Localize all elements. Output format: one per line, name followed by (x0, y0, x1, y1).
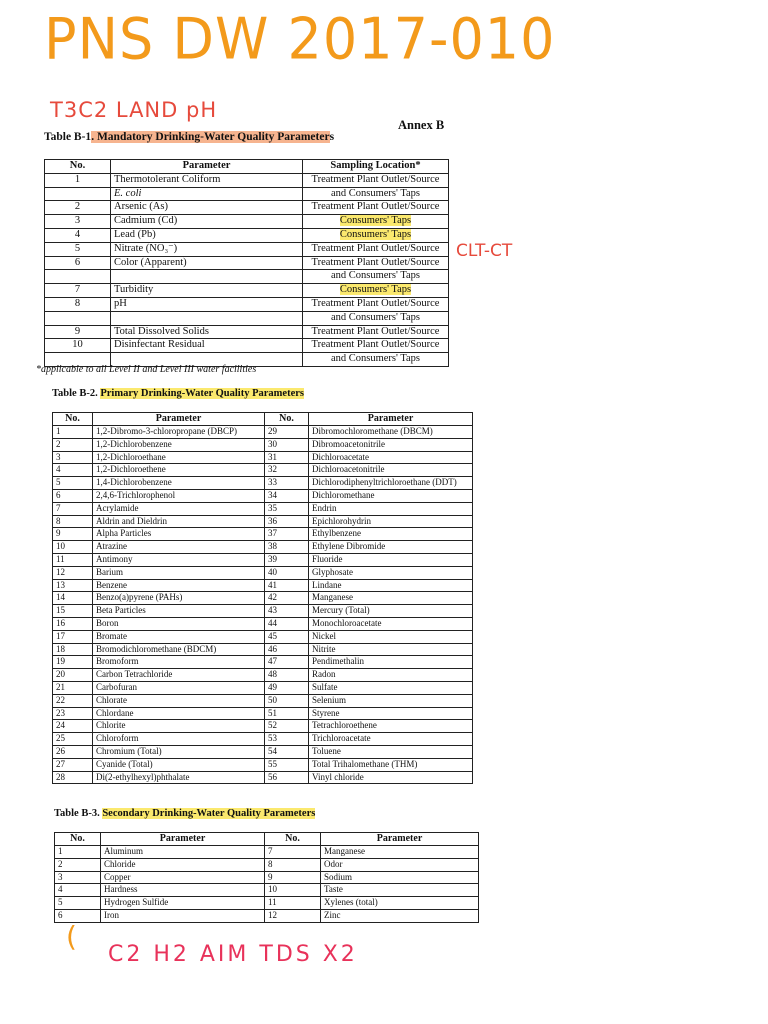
location-cell: Treatment Plant Outlet/Source (303, 339, 449, 353)
table-b1-caption (44, 131, 334, 143)
parameter-cell: Chlordane (93, 707, 265, 720)
parameter-cell: Toluene (309, 745, 473, 758)
table-row (53, 733, 473, 746)
table-row (53, 438, 473, 451)
table-row (53, 643, 473, 656)
row-number: 7 (53, 502, 93, 515)
location-cell: and Consumers' Taps (303, 270, 449, 284)
parameter-cell: Dichloromethane (309, 489, 473, 502)
table-row (55, 858, 479, 871)
parameter-cell: 1,2-Dichloroethene (93, 464, 265, 477)
row-number: 47 (265, 656, 309, 669)
parameter-cell: Bromodichloromethane (BDCM) (93, 643, 265, 656)
parameter-cell: E. coli (111, 187, 303, 201)
row-number: 27 (53, 758, 93, 771)
parameter-cell: 1,2-Dibromo-3-chloropropane (DBCP) (93, 426, 265, 439)
parameter-cell: Aldrin and Dieldrin (93, 515, 265, 528)
parameter-cell: Copper (101, 871, 265, 884)
parameter-cell: Sulfate (309, 681, 473, 694)
table-row (45, 284, 449, 298)
row-number: 5 (55, 897, 101, 910)
parameter-cell: Vinyl chloride (309, 771, 473, 784)
col-header-no: No. (53, 413, 93, 426)
parameter-cell: Total Trihalomethane (THM) (309, 758, 473, 771)
table-row (45, 242, 449, 256)
row-number: 1 (45, 173, 111, 187)
col-header-parameter: Parameter (101, 833, 265, 846)
parameter-cell: Boron (93, 617, 265, 630)
parameter-cell: Lindane (309, 579, 473, 592)
parameter-cell: 1,2-Dichlorobenzene (93, 438, 265, 451)
row-number: 10 (45, 339, 111, 353)
parameter-cell: Turbidity (111, 284, 303, 298)
row-number: 1 (55, 846, 101, 859)
col-header-parameter: Parameter (111, 160, 303, 174)
row-number: 25 (53, 733, 93, 746)
parameter-cell: Nickel (309, 630, 473, 643)
parameter-cell: Ethylbenzene (309, 528, 473, 541)
table-row (53, 528, 473, 541)
parameter-cell: Styrene (309, 707, 473, 720)
parameter-cell: Epichlorohydrin (309, 515, 473, 528)
caption-highlight: Secondary Drinking-Water Quality Parameters (102, 808, 316, 819)
location-cell (303, 228, 449, 242)
row-number: 6 (55, 909, 101, 922)
table-row (45, 228, 449, 242)
table-row (53, 681, 473, 694)
row-number: 23 (53, 707, 93, 720)
handwritten-note-side: CLT-CT (456, 241, 513, 261)
parameter-cell: 1,4-Dichlorobenzene (93, 477, 265, 490)
row-number: 32 (265, 464, 309, 477)
row-number: 24 (53, 720, 93, 733)
row-number: 15 (53, 605, 93, 618)
caption-prefix: Table B-3. (54, 808, 103, 819)
row-number: 43 (265, 605, 309, 618)
parameter-cell: 1,2-Dichloroethane (93, 451, 265, 464)
parameter-cell: pH (111, 297, 303, 311)
row-number: 22 (53, 694, 93, 707)
row-number: 8 (265, 858, 321, 871)
parameter-cell: Dichlorodiphenyltrichloroethane (DDT) (309, 477, 473, 490)
row-number: 35 (265, 502, 309, 515)
parameter-cell: Alpha Particles (93, 528, 265, 541)
row-number: 17 (53, 630, 93, 643)
parameter-cell (111, 270, 303, 284)
table-row (53, 464, 473, 477)
row-number: 28 (53, 771, 93, 784)
location-cell: Treatment Plant Outlet/Source (303, 242, 449, 256)
table-b2-caption (52, 388, 304, 399)
row-number: 18 (53, 643, 93, 656)
row-number: 16 (53, 617, 93, 630)
parameter-cell: Odor (321, 858, 479, 871)
table-header-row (55, 833, 479, 846)
table-row (55, 909, 479, 922)
table-row (45, 339, 449, 353)
parameter-cell: Manganese (321, 846, 479, 859)
parameter-cell: Bromoform (93, 656, 265, 669)
location-cell (303, 284, 449, 298)
col-header-no: No. (55, 833, 101, 846)
row-number: 29 (265, 426, 309, 439)
parameter-cell: Antimony (93, 553, 265, 566)
row-number: 49 (265, 681, 309, 694)
handwritten-hook-mark: ( (66, 920, 77, 953)
primary-parameters-table (52, 412, 473, 784)
parameter-cell: Cadmium (Cd) (111, 215, 303, 229)
col-header-parameter: Parameter (321, 833, 479, 846)
col-header-location: Sampling Location* (303, 160, 449, 174)
row-number: 8 (53, 515, 93, 528)
table-row (45, 270, 449, 284)
mandatory-parameters-table (44, 159, 449, 367)
row-number: 26 (53, 745, 93, 758)
parameter-cell: Trichloroacetate (309, 733, 473, 746)
table-row (53, 656, 473, 669)
caption-highlight: . Mandatory Drinking-Water Quality Parameter (91, 131, 330, 143)
table-row (45, 173, 449, 187)
table-row (53, 694, 473, 707)
table-row (53, 630, 473, 643)
table-row (45, 187, 449, 201)
table-row (53, 669, 473, 682)
location-cell: and Consumers' Taps (303, 353, 449, 367)
row-number: 40 (265, 566, 309, 579)
col-header-parameter: Parameter (93, 413, 265, 426)
row-number: 5 (53, 477, 93, 490)
table-row (53, 579, 473, 592)
secondary-parameters-table (54, 832, 479, 923)
row-number: 10 (265, 884, 321, 897)
table-row (53, 707, 473, 720)
parameter-cell: Dibromochloromethane (DBCM) (309, 426, 473, 439)
row-number: 8 (45, 297, 111, 311)
parameter-cell: Bromate (93, 630, 265, 643)
row-number: 2 (53, 438, 93, 451)
table-row (53, 553, 473, 566)
col-header-no: No. (265, 833, 321, 846)
location-cell: Treatment Plant Outlet/Source (303, 173, 449, 187)
parameter-cell: Monochloroacetate (309, 617, 473, 630)
table-row (53, 541, 473, 554)
row-number: 46 (265, 643, 309, 656)
parameter-cell: Chlorate (93, 694, 265, 707)
row-number: 36 (265, 515, 309, 528)
table-row (53, 502, 473, 515)
row-number: 6 (53, 489, 93, 502)
row-number: 45 (265, 630, 309, 643)
parameter-cell: Glyphosate (309, 566, 473, 579)
table-header-row (45, 160, 449, 174)
table-row (53, 758, 473, 771)
row-number: 38 (265, 541, 309, 554)
parameter-cell: Chloride (101, 858, 265, 871)
parameter-cell: Dichloroacetonitrile (309, 464, 473, 477)
row-number: 4 (45, 228, 111, 242)
col-header-no: No. (265, 413, 309, 426)
parameter-cell: Iron (101, 909, 265, 922)
row-number: 21 (53, 681, 93, 694)
parameter-cell: Arsenic (As) (111, 201, 303, 215)
parameter-cell: Xylenes (total) (321, 897, 479, 910)
row-number: 20 (53, 669, 93, 682)
table-row (53, 605, 473, 618)
row-number: 41 (265, 579, 309, 592)
table-b1-body (45, 173, 449, 366)
parameter-cell: Barium (93, 566, 265, 579)
parameter-cell: Sodium (321, 871, 479, 884)
row-number: 4 (55, 884, 101, 897)
row-number: 42 (265, 592, 309, 605)
parameter-cell: Lead (Pb) (111, 228, 303, 242)
row-number (45, 187, 111, 201)
parameter-cell: Carbon Tetrachloride (93, 669, 265, 682)
table-row (53, 426, 473, 439)
parameter-cell: Nitrite (309, 643, 473, 656)
row-number: 2 (45, 201, 111, 215)
parameter-cell: 2,4,6-Trichlorophenol (93, 489, 265, 502)
parameter-cell: Selenium (309, 694, 473, 707)
row-number: 53 (265, 733, 309, 746)
row-number: 9 (265, 871, 321, 884)
parameter-cell: Radon (309, 669, 473, 682)
parameter-cell: Acrylamide (93, 502, 265, 515)
row-number: 1 (53, 426, 93, 439)
row-number: 9 (45, 325, 111, 339)
row-number: 39 (265, 553, 309, 566)
row-number: 48 (265, 669, 309, 682)
parameter-cell: Tetrachloroethene (309, 720, 473, 733)
row-number: 7 (45, 284, 111, 298)
parameter-cell: Di(2-ethylhexyl)phthalate (93, 771, 265, 784)
table-row (53, 451, 473, 464)
row-number: 54 (265, 745, 309, 758)
parameter-cell: Taste (321, 884, 479, 897)
location-highlight: Consumers' Taps (339, 284, 412, 296)
location-highlight: Consumers' Taps (339, 228, 412, 240)
caption-prefix: Table B-2. (52, 388, 101, 399)
parameter-cell: Fluoride (309, 553, 473, 566)
caption-highlight: Primary Drinking-Water Quality Parameters (100, 388, 304, 399)
table-row (53, 771, 473, 784)
row-number: 3 (53, 451, 93, 464)
row-number: 11 (265, 897, 321, 910)
annex-label: Annex B (398, 118, 445, 132)
parameter-cell: Benzene (93, 579, 265, 592)
parameter-cell: Nitrate (NO₃⁻) (111, 242, 303, 256)
row-number: 6 (45, 256, 111, 270)
row-number: 13 (53, 579, 93, 592)
parameter-cell: Pendimethalin (309, 656, 473, 669)
table-row (45, 256, 449, 270)
row-number: 10 (53, 541, 93, 554)
location-cell: Treatment Plant Outlet/Source (303, 201, 449, 215)
table-row (45, 215, 449, 229)
row-number: 51 (265, 707, 309, 720)
caption-prefix: Table B-1 (44, 131, 92, 143)
row-number: 56 (265, 771, 309, 784)
table-row (53, 592, 473, 605)
handwritten-note-bottom: C2 H2 AIM TDS X2 (108, 942, 358, 967)
table-row (45, 297, 449, 311)
row-number: 3 (45, 215, 111, 229)
location-highlight: Consumers' Taps (339, 215, 412, 227)
parameter-cell: Color (Apparent) (111, 256, 303, 270)
row-number: 33 (265, 477, 309, 490)
parameter-cell: Dibromoacetonitrile (309, 438, 473, 451)
parameter-cell: Cyanide (Total) (93, 758, 265, 771)
table-row (53, 745, 473, 758)
table-row (53, 720, 473, 733)
parameter-cell: Hydrogen Sulfide (101, 897, 265, 910)
row-number: 30 (265, 438, 309, 451)
parameter-cell: Disinfectant Residual (111, 339, 303, 353)
table-b2-body (53, 426, 473, 784)
parameter-cell: Aluminum (101, 846, 265, 859)
table-row (53, 477, 473, 490)
table-row (55, 846, 479, 859)
row-number: 34 (265, 489, 309, 502)
parameter-cell: Zinc (321, 909, 479, 922)
parameter-cell: Carbofuran (93, 681, 265, 694)
table-row (45, 201, 449, 215)
parameter-cell: Atrazine (93, 541, 265, 554)
row-number: 52 (265, 720, 309, 733)
row-number: 7 (265, 846, 321, 859)
row-number (45, 270, 111, 284)
parameter-cell: Endrin (309, 502, 473, 515)
location-cell (303, 215, 449, 229)
col-header-parameter: Parameter (309, 413, 473, 426)
row-number (45, 311, 111, 325)
table-row (45, 325, 449, 339)
parameter-cell: Thermotolerant Coliform (111, 173, 303, 187)
parameter-cell: Total Dissolved Solids (111, 325, 303, 339)
table-header-row (53, 413, 473, 426)
table-row (55, 871, 479, 884)
table-row (45, 311, 449, 325)
table-row (53, 617, 473, 630)
col-header-no: No. (45, 160, 111, 174)
row-number: 2 (55, 858, 101, 871)
caption-suffix: s (329, 131, 335, 143)
parameter-cell (111, 311, 303, 325)
table-row (53, 489, 473, 502)
location-cell: and Consumers' Taps (303, 311, 449, 325)
parameter-cell: Ethylene Dibromide (309, 541, 473, 554)
table-row (53, 515, 473, 528)
parameter-cell: Benzo(a)pyrene (PAHs) (93, 592, 265, 605)
table-b3-body (55, 846, 479, 923)
row-number: 5 (45, 242, 111, 256)
table-row (55, 897, 479, 910)
location-cell: and Consumers' Taps (303, 187, 449, 201)
parameter-cell: Mercury (Total) (309, 605, 473, 618)
location-cell: Treatment Plant Outlet/Source (303, 297, 449, 311)
row-number: 14 (53, 592, 93, 605)
row-number: 44 (265, 617, 309, 630)
parameter-cell: Chloroform (93, 733, 265, 746)
parameter-cell: Chlorite (93, 720, 265, 733)
handwritten-heading: PNS DW 2017-010 (44, 6, 556, 73)
parameter-cell: Hardness (101, 884, 265, 897)
row-number: 12 (265, 909, 321, 922)
row-number: 12 (53, 566, 93, 579)
row-number: 37 (265, 528, 309, 541)
row-number: 31 (265, 451, 309, 464)
row-number: 3 (55, 871, 101, 884)
parameter-cell: Beta Particles (93, 605, 265, 618)
table-row (53, 566, 473, 579)
row-number: 19 (53, 656, 93, 669)
table-row (55, 884, 479, 897)
handwritten-note-top: T3C2 LAND pH (50, 98, 218, 122)
row-number: 55 (265, 758, 309, 771)
row-number: 9 (53, 528, 93, 541)
parameter-cell: Manganese (309, 592, 473, 605)
location-cell: Treatment Plant Outlet/Source (303, 256, 449, 270)
table-b1-footnote: *applicable to all Level II and Level III water facilities (36, 364, 257, 375)
parameter-cell: Chromium (Total) (93, 745, 265, 758)
row-number: 11 (53, 553, 93, 566)
row-number: 4 (53, 464, 93, 477)
row-number: 50 (265, 694, 309, 707)
table-b3-caption (54, 808, 315, 819)
parameter-cell: Dichloroacetate (309, 451, 473, 464)
location-cell: Treatment Plant Outlet/Source (303, 325, 449, 339)
